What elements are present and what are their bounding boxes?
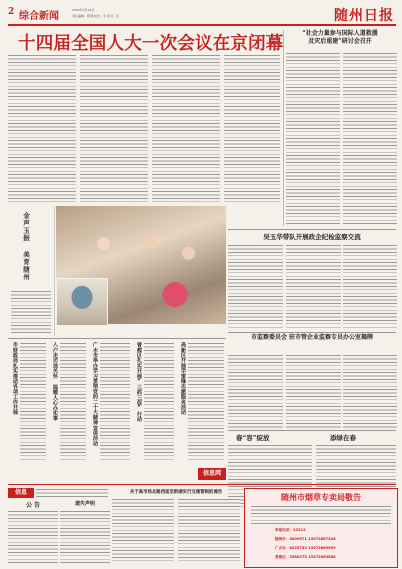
divider <box>228 332 396 333</box>
main-story-col-4 <box>224 54 280 202</box>
side-headline <box>285 30 395 46</box>
article-title-3: 春“容”绽放 <box>236 434 270 442</box>
issue-date: 2023年3月14日 <box>72 8 95 12</box>
main-story-col-3 <box>152 54 220 202</box>
section-name: 综合新闻 <box>19 11 59 22</box>
side-story-col-1 <box>286 52 340 226</box>
article-1-col-3 <box>343 244 397 330</box>
tobacco-phone-3: 广水市：6225733 13972869509 <box>275 546 336 550</box>
divider <box>8 338 226 339</box>
side-headline-line-1: “社会力量参与国际人道救援 <box>302 30 378 37</box>
traffic-notice-body-1 <box>112 498 174 564</box>
bottom-rule <box>8 484 396 485</box>
announcement-body <box>8 510 58 564</box>
traffic-notice-body-2 <box>178 498 240 564</box>
article-2-col-3 <box>343 354 397 428</box>
vertical-story-2 <box>60 342 86 462</box>
photo-art-inset <box>56 278 108 326</box>
vertical-headline-5: 高新区开展学雷锋志愿服务活动 <box>180 342 186 415</box>
lost-notice-title: 遗失声明 <box>74 501 95 507</box>
article-title-2 <box>228 334 396 342</box>
page-number: 2 <box>8 7 15 17</box>
lost-notice-body <box>60 510 110 564</box>
tobacco-phone-2: 随州市：3809571 13972867326 <box>275 537 336 541</box>
editor-credits: 责任编辑：陈钢 版式：李 校对：张 <box>72 14 119 18</box>
side-story-col-2 <box>343 52 397 226</box>
side-headline-line-2: 及灾后重建”研讨会召开 <box>308 38 372 45</box>
article-1-col-2 <box>286 244 341 330</box>
tobacco-ad-title: 随州市烟草专卖局敬告 <box>281 493 361 502</box>
article-2-col-2 <box>286 354 341 428</box>
tobacco-phone-1: 举报电话：12313 <box>275 528 306 532</box>
tobacco-ad-body <box>251 505 391 525</box>
article-title-4: 添绿在春 <box>330 434 356 442</box>
article-title-1: 吴玉华带队开展政企纪检监察交流 <box>263 233 361 241</box>
vertical-headline-2: 入户走访送关怀 温暖人心办实事 <box>52 342 58 421</box>
masthead: 随州日报 <box>334 8 394 24</box>
announcement-title: 公 告 <box>25 502 41 509</box>
article-title-2-text: 市监察委员会 驻市管企业监察专员办公室揭牌 <box>250 334 374 341</box>
tobacco-phone-4: 曾都区：3580275 15272663888 <box>275 555 336 559</box>
vertical-story-4 <box>144 342 174 462</box>
classified-lines <box>36 488 108 498</box>
traffic-notice-title: 关于高市场北路西延至斯湖实行交通管制的通告 <box>129 490 223 495</box>
photo-caption-block <box>8 206 55 336</box>
photo-caption-vertical: 金声玉振 美育随州 <box>22 212 30 281</box>
divider <box>228 430 396 431</box>
main-story-col-1 <box>8 54 76 202</box>
divider <box>228 229 396 230</box>
classified-banner: 信息 <box>8 488 34 498</box>
vertical-story-1 <box>20 342 46 462</box>
info-badge: 信息网 <box>198 468 226 480</box>
column-divider <box>283 30 284 226</box>
article-1-col-1 <box>228 244 283 330</box>
article-2-col-1 <box>228 354 283 428</box>
main-headline: 十四届全国人大一次会议在京闭幕 <box>18 34 284 54</box>
vertical-story-5 <box>188 342 224 462</box>
vertical-headline-4: 曾都区扎实开展“三抓三促”行动 <box>136 342 142 422</box>
header-rule <box>8 24 396 26</box>
vertical-headline-3: 广水市举办学习贯彻党的二十大精神宣讲活动 <box>92 342 98 446</box>
tobacco-ad <box>244 488 398 568</box>
main-story-col-2 <box>80 54 148 202</box>
vertical-story-3 <box>100 342 130 462</box>
photo-caption-text <box>11 290 51 334</box>
page-header <box>8 6 396 32</box>
vertical-headline-1: 市财政局扎实推动各项工作开展 <box>12 342 18 415</box>
